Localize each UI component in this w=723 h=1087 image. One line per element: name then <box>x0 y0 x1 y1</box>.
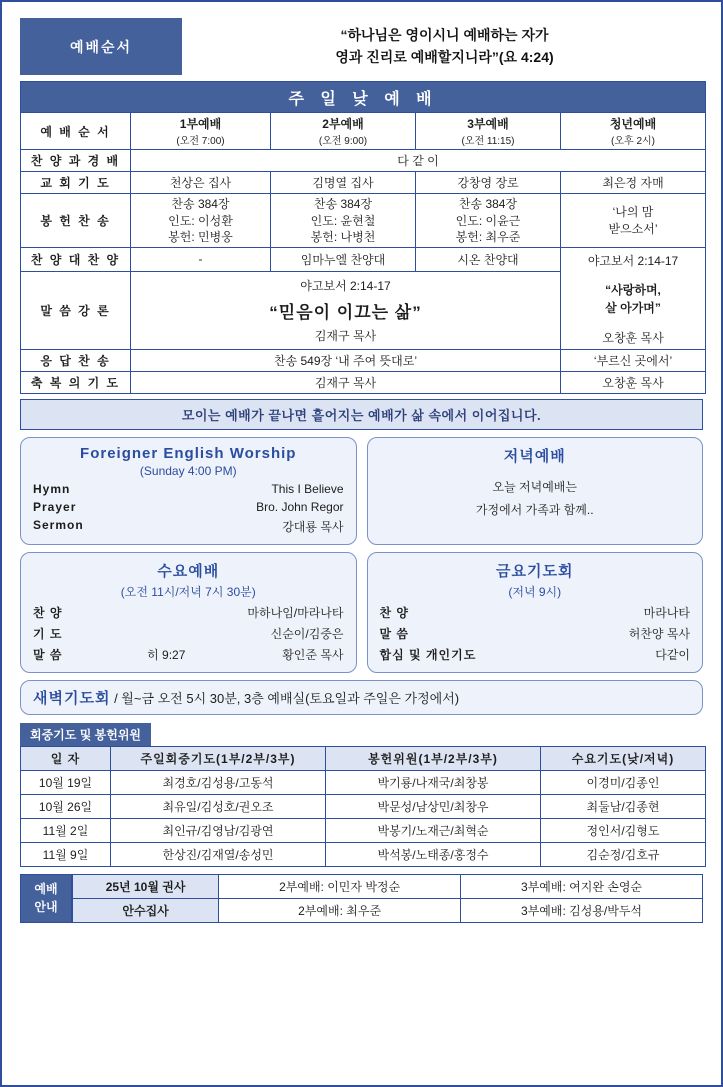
verse-line-1: “하나님은 영이시니 예배하는 자가 <box>340 27 549 43</box>
schedule-date: 11월 9일 <box>21 842 111 866</box>
benediction-value: 김재구 목사 <box>131 371 561 393</box>
schedule-wednesday-prayer: 정인서/김형도 <box>541 818 706 842</box>
response-hymn-value: 찬송 549장 ‘내 주여 뜻대로’ <box>131 349 561 371</box>
foreigner-title: Foreigner English Worship <box>80 444 297 462</box>
evening-worship-box <box>367 437 704 545</box>
worship-continues-strip: 모이는 예배가 끝나면 흩어지는 예배가 삶 속에서 이어집니다. <box>20 399 703 430</box>
table-row <box>21 247 706 271</box>
sunday-worship-table <box>20 81 706 394</box>
service-box-row-2 <box>20 552 703 673</box>
schedule-wednesday-prayer: 이경미/김종인 <box>541 770 706 794</box>
sermon-cell <box>131 271 561 349</box>
footer-service3-kwonsa: 3부예배: 여지완 손영순 <box>461 874 703 898</box>
schedule-sunday-prayer: 최유일/김성호/권오조 <box>111 794 326 818</box>
response-hymn-youth: ‘부르신 곳에서’ <box>561 349 706 371</box>
table-row <box>21 371 706 393</box>
row-value-praise: 다 같 이 <box>131 150 706 172</box>
footer-table <box>72 874 703 923</box>
wednesday-item: 말 씀 히 9:27 황인준 목사 <box>33 647 344 662</box>
friday-when: (저녁 9시) <box>508 584 562 599</box>
church-prayer-2: 김명열 집사 <box>271 172 416 194</box>
table-row <box>73 898 703 922</box>
sermon-preacher: 김재구 목사 <box>314 328 377 343</box>
friday-item: 찬 양 마라나타 <box>379 605 690 620</box>
row-label-response-hymn: 응 답 찬 송 <box>21 349 131 371</box>
header <box>20 18 703 75</box>
footer-label: 예배 안내 <box>20 874 72 923</box>
schedule-offering: 박석봉/노태종/홍정수 <box>326 842 541 866</box>
col-header-order: 예 배 순 서 <box>21 113 131 150</box>
schedule-date: 10월 19일 <box>21 770 111 794</box>
friday-prayer-box <box>367 552 704 673</box>
row-label-sermon: 말 씀 강 론 <box>21 271 131 349</box>
offering-hymn-2: 찬송 384장 인도: 윤현철 봉헌: 나병천 <box>271 194 416 248</box>
offering-hymn-1: 찬송 384장 인도: 이성환 봉헌: 민병웅 <box>131 194 271 248</box>
table-header-row <box>21 113 706 150</box>
schedule-sunday-prayer: 최경호/김성용/고동석 <box>111 770 326 794</box>
wednesday-worship-box <box>20 552 357 673</box>
foreigner-item: Sermon 강대룡 목사 <box>33 517 344 534</box>
foreigner-when: (Sunday 4:00 PM) <box>139 463 237 478</box>
prayer-offering-schedule-table <box>20 746 706 867</box>
table-title: 주 일 낮 예 배 <box>21 82 706 113</box>
choir-3: 시온 찬양대 <box>416 247 561 271</box>
row-label-benediction: 축 복 의 기 도 <box>21 371 131 393</box>
schedule-date: 10월 26일 <box>21 794 111 818</box>
worship-guide-footer <box>20 874 703 923</box>
footer-service2-deacon: 2부예배: 최우준 <box>219 898 461 922</box>
church-prayer-3: 강창영 장로 <box>416 172 561 194</box>
wednesday-when: (오전 11시/저녁 7시 30분) <box>120 584 256 599</box>
evening-title: 저녁예배 <box>503 447 566 465</box>
table-row <box>21 842 706 866</box>
schedule-header-row <box>21 746 706 770</box>
service-box-row-1 <box>20 437 703 545</box>
row-label-church-prayer: 교 회 기 도 <box>21 172 131 194</box>
church-prayer-1: 천상은 집사 <box>131 172 271 194</box>
footer-role-kwonsa: 25년 10월 권사 <box>73 874 219 898</box>
dawn-prayer-text: / 월~금 오전 5시 30분, 3층 예배실(토요일과 주일은 가정에서) <box>114 690 460 706</box>
schedule-wednesday-prayer: 최둘남/김종현 <box>541 794 706 818</box>
foreigner-item: Prayer Bro. John Regor <box>33 499 344 514</box>
church-prayer-youth: 최은정 자매 <box>561 172 706 194</box>
dawn-prayer-box <box>20 680 703 715</box>
offering-hymn-3: 찬송 384장 인도: 이윤근 봉헌: 최우준 <box>416 194 561 248</box>
schedule-col-sunday-prayer: 주일회중기도(1부/2부/3부) <box>111 746 326 770</box>
choir-2: 임마누엘 찬양대 <box>271 247 416 271</box>
friday-item: 말 씀 허찬양 목사 <box>379 626 690 641</box>
wednesday-title: 수요예배 <box>157 562 220 580</box>
table-row <box>21 172 706 194</box>
schedule-col-wednesday-prayer: 수요기도(낮/저녁) <box>541 746 706 770</box>
table-row <box>21 794 706 818</box>
foreigner-worship-box <box>20 437 357 545</box>
choir-1: - <box>131 247 271 271</box>
col-header-service-1: 1부예배 (오전 7:00) <box>131 113 271 150</box>
dawn-prayer-title: 새벽기도회 <box>33 689 111 707</box>
schedule-sunday-prayer: 한상진/김재열/송성민 <box>111 842 326 866</box>
sermon-title: “믿음이 이끄는 삶” <box>269 302 422 322</box>
schedule-col-offering: 봉헌위원(1부/2부/3부) <box>326 746 541 770</box>
footer-role-deacon: 안수집사 <box>73 898 219 922</box>
youth-sermon-cell: 야고보서 2:14-17 “사랑하며, 살 아가며” 오창훈 목사 <box>561 247 706 349</box>
row-label-praise: 찬 양 과 경 배 <box>21 150 131 172</box>
friday-title: 금요기도회 <box>496 562 574 580</box>
schedule-date: 11월 2일 <box>21 818 111 842</box>
table-row <box>21 349 706 371</box>
col-header-service-2: 2부예배 (오전 9:00) <box>271 113 416 150</box>
table-row <box>21 194 706 248</box>
schedule-offering: 박기룡/나재국/최창봉 <box>326 770 541 794</box>
wednesday-item: 기 도 신순이/김중은 <box>33 626 344 641</box>
friday-item: 합심 및 개인기도 다같이 <box>379 647 690 662</box>
table-row <box>21 770 706 794</box>
evening-body: 오늘 저녁예배는 가정에서 가족과 함께.. <box>475 479 594 517</box>
table-row <box>21 818 706 842</box>
schedule-col-date: 일 자 <box>21 746 111 770</box>
verse-box <box>186 18 703 75</box>
schedule-wednesday-prayer: 김순정/김호규 <box>541 842 706 866</box>
benediction-youth: 오창훈 목사 <box>561 371 706 393</box>
schedule-offering: 박문성/남상민/최창우 <box>326 794 541 818</box>
verse-line-2: 영과 진리로 예배할지니라”(요 4:24) <box>335 48 554 65</box>
schedule-sunday-prayer: 최인규/김영남/김광연 <box>111 818 326 842</box>
row-label-choir: 찬 양 대 찬 양 <box>21 247 131 271</box>
order-badge: 예배순서 <box>20 18 182 75</box>
schedule-offering: 박봉기/노재근/최혁순 <box>326 818 541 842</box>
offering-hymn-youth: ‘나의 맘 받으소서’ <box>561 194 706 248</box>
col-header-youth: 청년예배 (오후 2시) <box>561 113 706 150</box>
footer-service3-deacon: 3부예배: 김성용/박두석 <box>461 898 703 922</box>
sermon-reference: 야고보서 2:14-17 <box>300 278 391 293</box>
table-row <box>73 874 703 898</box>
schedule-section-tab: 회중기도 및 봉헌위원 <box>20 723 151 746</box>
row-label-offering-hymn: 봉 헌 찬 송 <box>21 194 131 248</box>
footer-service2-kwonsa: 2부예배: 이민자 박정순 <box>219 874 461 898</box>
wednesday-item: 찬 양 마하나임/마라나타 <box>33 605 344 620</box>
table-row <box>21 150 706 172</box>
foreigner-item: Hymn This I Believe <box>33 481 344 496</box>
col-header-service-3: 3부예배 (오전 11:15) <box>416 113 561 150</box>
